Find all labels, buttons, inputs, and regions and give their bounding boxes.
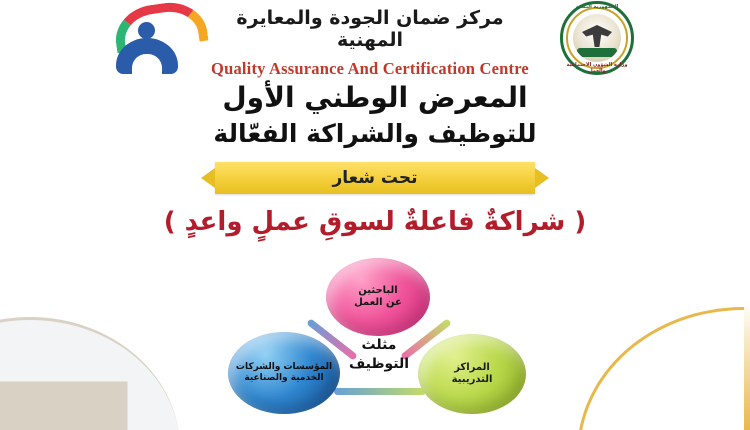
page-title [0, 80, 750, 151]
node-training-line1: المراكز [454, 362, 490, 373]
page-title-line1: المعرض الوطني الأول [222, 81, 528, 114]
eagle-icon [582, 25, 612, 47]
poster-header [0, 0, 750, 78]
corner-decoration-bottom-left [0, 317, 180, 430]
logo-body-notch [132, 54, 162, 78]
logo-head-shape [138, 22, 155, 39]
node-training-line2: التدريبية [451, 374, 493, 385]
diagram-link-bottom [334, 388, 426, 395]
crest-emblem-disc [573, 14, 621, 62]
slogan-banner [215, 162, 535, 194]
diagram-node-job-seekers [326, 258, 430, 336]
crest-label-top: الجمهورية اليمنية [575, 4, 619, 10]
quality-centre-title-en: Quality Assurance And Certification Centre [211, 58, 529, 78]
quality-centre-title-ar: مركز ضمان الجودة والمعايرة المهنية [236, 7, 504, 51]
slogan-banner-wrapper [0, 162, 750, 194]
human-figure-logo [108, 2, 200, 76]
node-job-seekers-line1: الباحثين [358, 285, 398, 296]
node-institutions-line1: المؤسسات والشركات [235, 362, 333, 373]
diagram-center-label [320, 336, 438, 374]
slogan-text-wrapper [0, 207, 750, 237]
crest-banner-band [577, 48, 617, 57]
crest-label-bottom: وزارة الشؤون الاجتماعية والعمل [566, 62, 628, 74]
page-title-line2: للتوظيف والشراكة الفعّالة [213, 119, 537, 148]
employment-triangle-diagram [228, 258, 528, 426]
diagram-center-line1: مثلث [361, 337, 397, 353]
national-emblem-crest [560, 1, 638, 77]
slogan-banner-label: تحت شعار [332, 168, 418, 188]
quality-centre-titles [205, 8, 535, 79]
diagram-center-line2: التوظيف [348, 355, 410, 372]
node-institutions-line2: الخدمية والصناعية [244, 373, 324, 383]
slogan-text: ( شراكةٌ فاعلةٌ لسوقِ عملٍ واعدٍ ) [163, 207, 587, 237]
node-job-seekers-line2: عن العمل [354, 297, 402, 308]
corner-decoration-bottom-right [577, 307, 750, 430]
